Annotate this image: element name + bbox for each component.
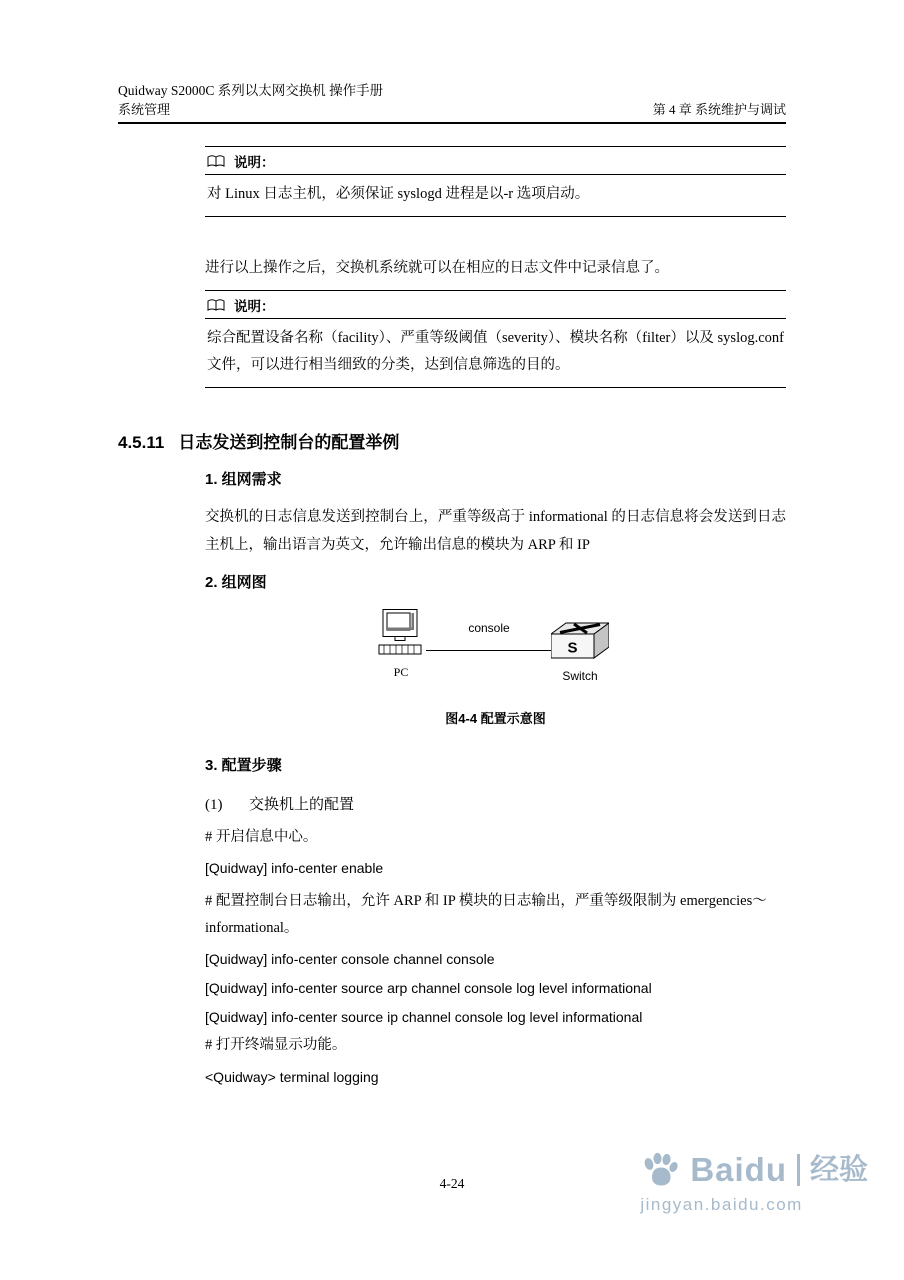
pc-icon (378, 609, 424, 659)
console-link-line (426, 650, 552, 651)
running-header (118, 101, 786, 124)
switch-icon (551, 621, 609, 661)
note-header (205, 291, 786, 319)
book-icon (207, 155, 225, 168)
subheading-procedure: 3. 配置步骤 (205, 757, 282, 774)
note-label: 说明： (234, 155, 275, 170)
note-block-1 (205, 146, 786, 217)
switch-node (550, 621, 610, 683)
note-block-2 (205, 290, 786, 388)
step-number: (1) (205, 797, 223, 813)
cli-comment: # 打开终端显示功能。 (205, 1037, 347, 1053)
section-title: 日志发送到控制台的配置举例 (178, 433, 400, 452)
note-text: 综合配置设备名称（facility）、严重等级阈值（severity）、模块名称（filter）以及 syslog.conf 文件，可以进行相当细致的分类，达到信息筛选的目的。 (207, 330, 784, 373)
cli-command: [Quidway] info-center enable (205, 860, 384, 876)
cli-command: [Quidway] info-center console channel console (205, 951, 495, 967)
section-heading (118, 433, 786, 453)
cli-command: [Quidway] info-center source arp channel console log level informational (205, 980, 652, 996)
header-section-left: 系统管理 (118, 102, 171, 117)
procedure-step (205, 795, 786, 816)
watermark-logo-row (640, 1150, 868, 1190)
baidu-paw-icon (640, 1150, 680, 1190)
baidu-watermark (640, 1150, 868, 1215)
manual-title: Quidway S2000C 系列以太网交换机 操作手册 (118, 83, 384, 98)
step-title: 交换机上的配置 (249, 797, 355, 813)
pc-node (377, 609, 425, 679)
header-chapter-right: 第 4 章 系统维护与调试 (652, 102, 786, 117)
note-label: 说明： (234, 299, 275, 314)
requirements-text: 交换机的日志信息发送到控制台上，严重等级高于 informational 的日志信息将会发送到日志主机上，输出语言为英文，允许输出信息的模块为 ARP 和 IP (205, 509, 786, 553)
network-diagram (205, 609, 786, 689)
subheading-requirements: 1. 组网需求 (205, 471, 282, 488)
page-body (118, 146, 786, 1097)
figure-caption: 图4-4 配置示意图 (445, 711, 546, 726)
content-block-main (205, 471, 786, 1097)
watermark-url: jingyan.baidu.com (640, 1195, 803, 1214)
console-link-label: console (468, 621, 510, 635)
note-header (205, 147, 786, 175)
cli-command: [Quidway] info-center source ip channel console log level informational (205, 1009, 643, 1025)
subheading-topology: 2. 组网图 (205, 574, 267, 591)
content-block-top (205, 146, 786, 433)
page-number: 4-24 (439, 1176, 465, 1191)
cli-comment: # 配置控制台日志输出，允许 ARP 和 IP 模块的日志输出，严重等级限制为 emergencies～informational。 (205, 893, 767, 936)
cli-command: <Quidway> terminal logging (205, 1069, 379, 1085)
book-icon (207, 299, 225, 312)
pc-label: PC (393, 665, 409, 679)
switch-glyph: S (567, 639, 578, 657)
note-text: 对 Linux 日志主机，必须保证 syslogd 进程是以-r 选项启动。 (207, 186, 590, 202)
watermark-divider (797, 1154, 800, 1186)
switch-label: Switch (562, 669, 598, 683)
body-paragraph: 进行以上操作之后，交换机系统就可以在相应的日志文件中记录信息了。 (205, 260, 669, 276)
watermark-brand-cn: 经验 (809, 1154, 868, 1186)
page-header (118, 82, 786, 124)
watermark-brand: Baidu (690, 1151, 787, 1188)
section-number: 4.5.11 (118, 433, 165, 452)
cli-comment: # 开启信息中心。 (205, 829, 318, 845)
